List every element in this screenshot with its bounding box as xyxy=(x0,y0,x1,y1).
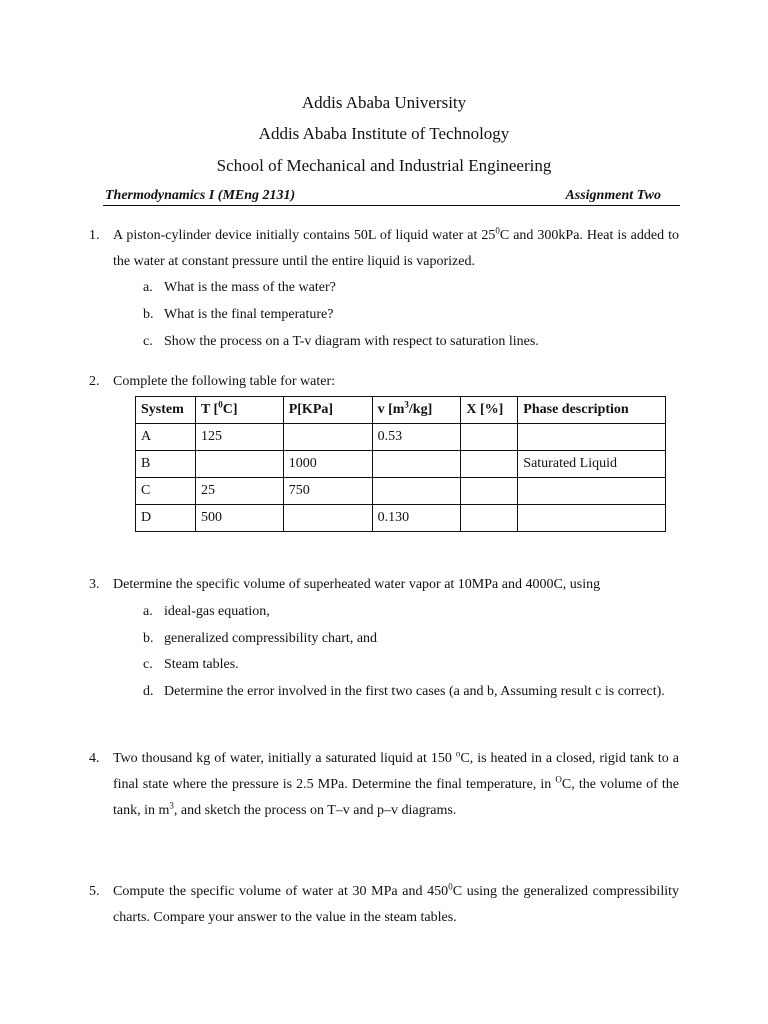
cell-specific-volume xyxy=(372,478,461,505)
question-number: 5. xyxy=(89,884,100,899)
item-text: What is the mass of the water? xyxy=(164,280,336,295)
item-label: b. xyxy=(143,307,154,322)
item-label: d. xyxy=(143,684,154,699)
cell-pressure: 1000 xyxy=(283,451,372,478)
item-label: a. xyxy=(143,604,153,619)
item-label: c. xyxy=(143,334,153,349)
item-text: Steam tables. xyxy=(164,657,239,672)
cell-system: C xyxy=(136,478,196,505)
school-name: School of Mechanical and Industrial Engineering xyxy=(216,156,552,175)
header-specific-volume: v $[m^3/kg]$ xyxy=(372,397,461,424)
question-3-item-a xyxy=(143,599,679,625)
cell-pressure xyxy=(283,424,372,451)
header-pressure: P[KPa] xyxy=(283,397,372,424)
cell-temperature xyxy=(195,451,283,478)
header-phase: Phase description xyxy=(518,397,666,424)
question-number: 2. xyxy=(89,374,100,389)
question-3-item-c xyxy=(143,652,679,678)
question-5 xyxy=(89,879,679,931)
cell-phase xyxy=(518,424,666,451)
table-row xyxy=(136,505,666,532)
university-name: Addis Ababa University xyxy=(301,93,467,112)
question-4 xyxy=(89,746,679,824)
item-text: ideal-gas equation, xyxy=(164,604,270,619)
cell-pressure: 750 xyxy=(283,478,372,505)
cell-quality xyxy=(461,424,518,451)
table-row xyxy=(136,424,666,451)
question-number: 3. xyxy=(89,577,100,592)
cell-phase xyxy=(518,505,666,532)
cell-quality xyxy=(461,478,518,505)
cell-quality xyxy=(461,451,518,478)
cell-specific-volume: 0.130 xyxy=(372,505,461,532)
header-system: System xyxy=(136,397,196,424)
cell-system: D xyxy=(136,505,196,532)
question-text: Complete the following table for water: xyxy=(113,374,335,389)
table-row xyxy=(136,451,666,478)
cell-temperature: 25 xyxy=(195,478,283,505)
table-row xyxy=(136,478,666,505)
question-1-item-b xyxy=(143,302,679,328)
item-text: Determine the error involved in the first two cases (a and b, Assuming result c is correct). xyxy=(164,684,665,699)
item-label: a. xyxy=(143,280,153,295)
question-1-item-a xyxy=(143,275,679,301)
item-text: What is the final temperature? xyxy=(164,307,334,322)
assignment-title: Assignment Two xyxy=(565,188,661,203)
cell-specific-volume: 0.53 xyxy=(372,424,461,451)
course-title: Thermodynamics I (MEng 2131) xyxy=(105,188,296,203)
item-label: c. xyxy=(143,657,153,672)
question-text: A piston-cylinder device initially contains 50L of liquid water at $25^0C$ and 300kPa. Heat is added to the water at constant pressure until the entire liquid is vaporized. xyxy=(113,225,679,269)
cell-pressure xyxy=(283,505,372,532)
question-number: 4. xyxy=(89,751,100,766)
cell-system: B xyxy=(136,451,196,478)
question-3 xyxy=(89,572,679,598)
question-text: Two thousand kg of water, initially a saturated liquid at 150 $^o$C, is heated in a closed, rigid tank to a final state where the pressure is 2.5 MPa. Determine the final temperature, in $^O$C, the volume of the tank, in $m^3$, and sketch the process on T–v and p–v diagrams. xyxy=(113,748,679,818)
question-text: Compute the specific volume of water at 30 MPa and $450^0C$ using the generalized compressibility charts. Compare your answer to the value in the steam tables. xyxy=(113,881,679,925)
question-1 xyxy=(89,223,679,275)
question-3-item-d xyxy=(143,679,679,705)
cell-phase: Saturated Liquid xyxy=(518,451,666,478)
question-number: 1. xyxy=(89,228,100,243)
institute-name: Addis Ababa Institute of Technology xyxy=(258,124,510,143)
item-text: Show the process on a T-v diagram with respect to saturation lines. xyxy=(164,334,539,349)
question-1-item-c xyxy=(143,329,679,355)
question-3-item-b xyxy=(143,626,679,652)
cell-system: A xyxy=(136,424,196,451)
header-temperature: T [$^0$C] xyxy=(195,397,283,424)
table-header-row xyxy=(136,397,666,424)
item-label: b. xyxy=(143,631,154,646)
course-header-line xyxy=(103,187,680,206)
cell-quality xyxy=(461,505,518,532)
cell-specific-volume xyxy=(372,451,461,478)
water-properties-table xyxy=(135,396,666,532)
cell-temperature: 500 xyxy=(195,505,283,532)
question-2 xyxy=(89,369,679,395)
cell-temperature: 125 xyxy=(195,424,283,451)
cell-phase xyxy=(518,478,666,505)
question-text: Determine the specific volume of superheated water vapor at 10MPa and 4000C, using xyxy=(113,577,601,592)
header-quality: X [%] xyxy=(461,397,518,424)
item-text: generalized compressibility chart, and xyxy=(164,631,378,646)
